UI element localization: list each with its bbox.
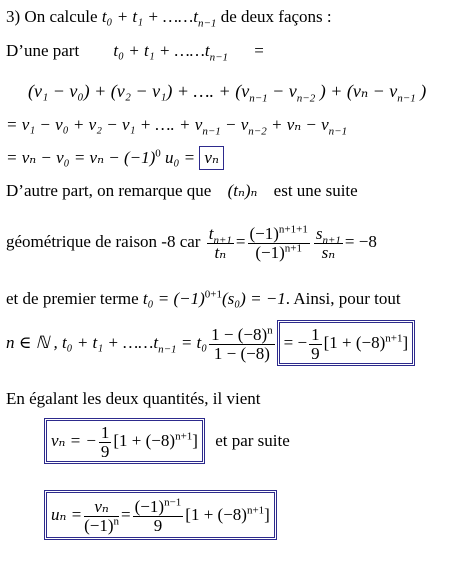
fraction-ratio: $\frac{t_{n+1}}{\text{tₙ}}$ bbox=[208, 223, 232, 262]
line-6: D’autre part, on remarque que (tₙ)ₙ est une suite bbox=[6, 181, 358, 200]
line-5: = $v_n - v_0 = v_n - (-1)^0$ u₀ = vₙ bbox=[6, 146, 224, 170]
boxed-sum-result: = − $\frac{1}{9}$ $[1 + (-8)^{n+1}]$ bbox=[277, 320, 416, 366]
line-10: En égalant les deux quantités, il vient bbox=[6, 389, 261, 408]
boxed-result: vₙ bbox=[199, 146, 223, 170]
line-12 bbox=[44, 490, 277, 544]
line-1: 3) On calcule $t_0 + t_1 + \dots\dots t_{n-1}$ de deux façons : bbox=[6, 7, 332, 30]
line-2: D’une part $t_0 + t_1 + \dots\dots t_{n-1}$ = bbox=[6, 41, 264, 64]
boxed-un-formula: uₙ = $\frac{\text{vₙ}}{(-1)^n}$ = $\frac{(-1)^{n-1}}{9}$ $[1 + (-8)^{n+1}]$ bbox=[44, 490, 277, 540]
line-7: géométrique de raison -8 car $\frac{t_{n+1}}{\text{tₙ}}$ = $\frac{(-1)^{n+1+1}}{(-1)^{n+1}}$ $\frac{s_{n+1}}{\text{sₙ}}$ = −8 bbox=[6, 222, 377, 262]
line-4: = v₁ − v₀ + v₂ − v₁ + …. + $v_{n-1} - v_{n-2} + v_n - v_{n-1}$ bbox=[6, 115, 348, 138]
line-8: et de premier terme $t_0 = (-1)^{0+1}(s_0) = -1$. Ainsi, pour tout bbox=[6, 288, 401, 308]
fraction-s: $\frac{s_{n+1}}{\text{sₙ}}$ bbox=[315, 223, 341, 262]
fraction-powers: $\frac{(-1)^{n+1+1}}{(-1)^{n+1}}$ bbox=[249, 222, 308, 262]
line-11: vₙ = − $\frac{1}{9}$ $[1 + (-8)^{n+1}]$ et par suite bbox=[44, 418, 290, 466]
line-9: n ∈ ℕ , $t_0 + t_1 + \dots\dots t_{n-1} = t_0$ $\frac{1 - (-8)^n}{1 - (-8)}$ = − $\frac{1}{9}$ $[1 + (-8)^{n+1}]$ bbox=[6, 320, 415, 368]
fraction-geometric-sum: $\frac{1 - (-8)^n}{1 - (-8)}$ bbox=[211, 323, 273, 363]
line-3: (v₁ − v₀) + (v₂ − v₁) + …. + ($v_{n-1} - v_{n-2}$ ) + ($v_n - v_{n-1}$ ) bbox=[28, 81, 427, 105]
boxed-vn-formula: vₙ = − $\frac{1}{9}$ $[1 + (-8)^{n+1}]$ bbox=[44, 418, 205, 464]
